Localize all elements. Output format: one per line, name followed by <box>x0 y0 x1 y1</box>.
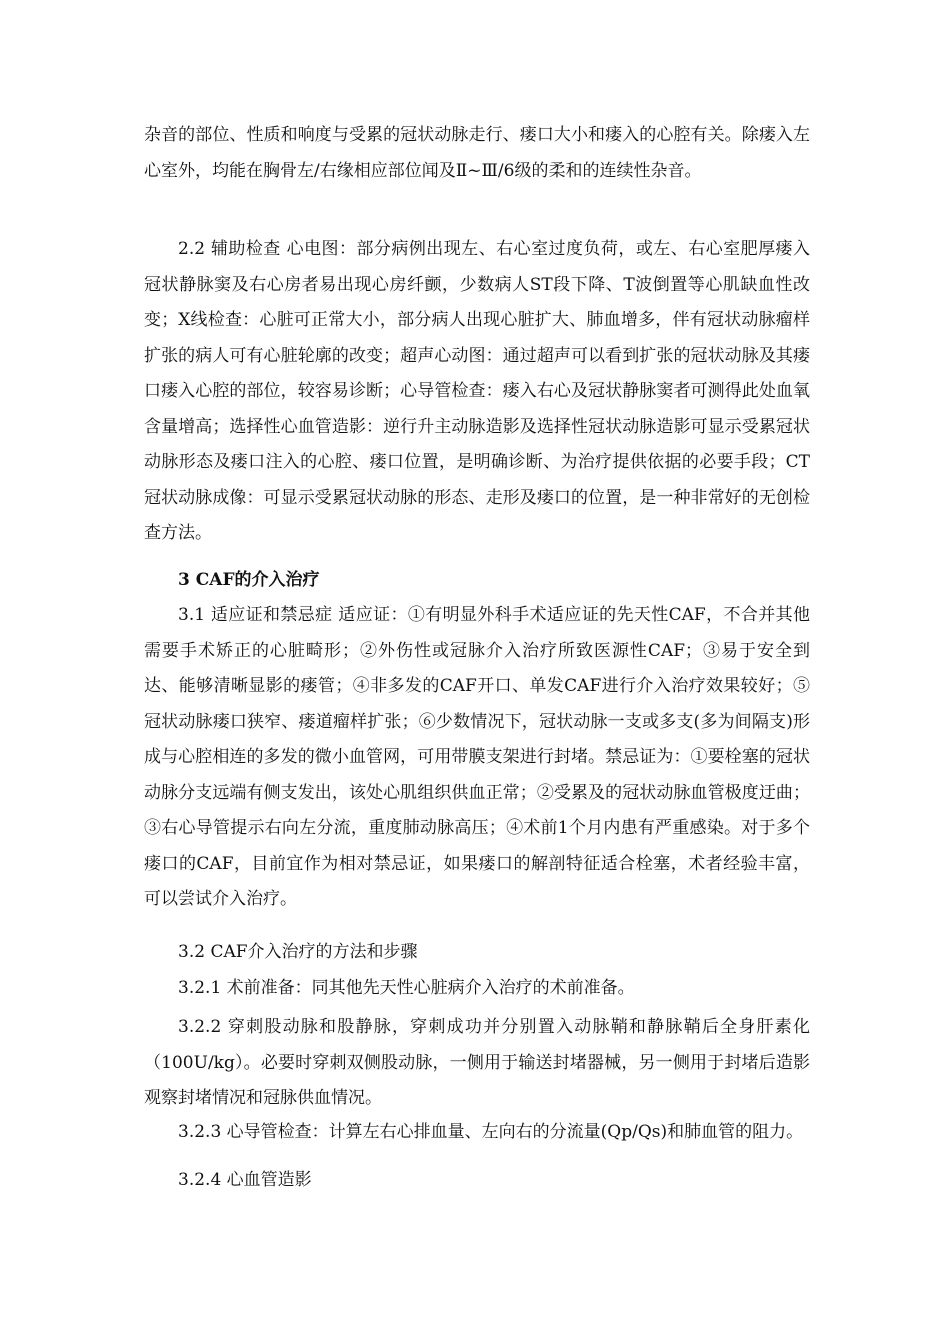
paragraph-indications: 3.1 适应证和禁忌症 适应证：①有明显外科手术适应证的先天性CAF，不合并其他需要手术矫正的心脏畸形；②外伤性或冠脉介入治疗所致医源性CAF；③易于安全到达、能够清晰显影的瘘管；④非多发的CAF开口、单发CAF进行介入治疗效果较好；⑤冠状动脉瘘口狭窄、瘘道瘤样扩张；⑥少数情况下，冠状动脉一支或多支(多为间隔支)形成与心腔相连的多发的微小血管网，可用带膜支架进行封堵。禁忌证为：①要栓塞的冠状动脉分支远端有侧支发出，该处心肌组织供血正常；②受累及的冠状动脉血管极度迂曲；③右心导管提示右向左分流，重度肺动脉高压；④术前1个月内患有严重感染。对于多个瘘口的CAF，目前宜作为相对禁忌证，如果瘘口的解剖特征适合栓塞，术者经验丰富，可以尝试介入治疗。 <box>144 605 810 909</box>
section-heading-3: 3 CAF的介入治疗 <box>178 570 320 590</box>
paragraph-3-2-3: 3.2.3 心导管检查：计算左右心排血量、左向右的分流量(Qp/Qs)和肺血管的阻力。 <box>178 1122 804 1142</box>
paragraph-3-2-4: 3.2.4 心血管造影 <box>178 1170 312 1190</box>
paragraph-3-2-2: 3.2.2 穿刺股动脉和股静脉，穿刺成功并分别置入动脉鞘和静脉鞘后全身肝素化（100U/kg）。必要时穿刺双侧股动脉，一侧用于输送封堵器械，另一侧用于封堵后造影观察封堵情况和冠脉供血情况。 <box>144 1017 810 1108</box>
paragraph-auxiliary-exams: 2.2 辅助检查 心电图：部分病例出现左、右心室过度负荷，或左、右心室肥厚瘘入冠状静脉窦及右心房者易出现心房纤颤，少数病人ST段下降、T波倒置等心肌缺血性改变；X线检查：心脏可正常大小，部分病人出现心脏扩大、肺血增多，伴有冠状动脉瘤样扩张的病人可有心脏轮廓的改变；超声心动图：通过超声可以看到扩张的冠状动脉及其瘘口瘘入心腔的部位，较容易诊断；心导管检查：瘘入右心及冠状静脉窦者可测得此处血氧含量增高；选择性心血管造影：逆行升主动脉造影及选择性冠状动脉造影可显示受累冠状动脉形态及瘘口注入的心腔、瘘口位置，是明确诊断、为治疗提供依据的必要手段；CT冠状动脉成像：可显示受累冠状动脉的形态、走形及瘘口的位置，是一种非常好的无创检查方法。 <box>144 239 810 543</box>
subheading-3-2: 3.2 CAF介入治疗的方法和步骤 <box>178 942 418 962</box>
paragraph-3-2-1: 3.2.1 术前准备：同其他先天性心脏病介入治疗的术前准备。 <box>178 978 635 998</box>
paragraph-murmur: 杂音的部位、性质和响度与受累的冠状动脉走行、瘘口大小和瘘入的心腔有关。除瘘入左心室外，均能在胸骨左/右缘相应部位闻及Ⅱ~Ⅲ/6级的柔和的连续性杂音。 <box>144 125 810 181</box>
